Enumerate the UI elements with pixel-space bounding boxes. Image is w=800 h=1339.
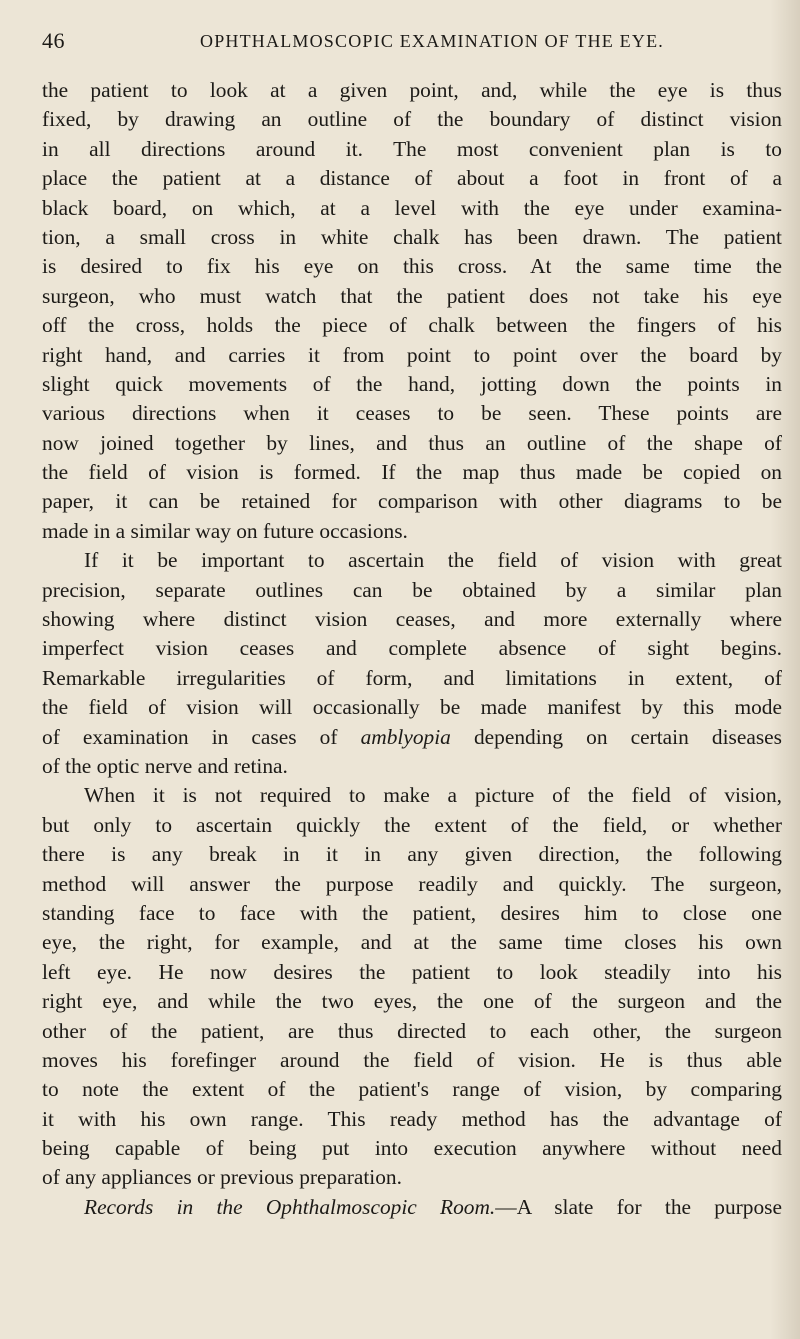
text-line: left eye. He now desires the patient to look steadily into his: [42, 959, 782, 984]
text-line: precision, separate outlines can be obtained by a similar plan: [42, 577, 782, 602]
text-line: of the optic nerve and retina.: [42, 753, 288, 778]
text-line: If it be important to ascertain the field of vision with great: [84, 548, 782, 573]
text-line: imperfect vision ceases and complete absence of sight begins.: [42, 636, 782, 661]
body-text: [42, 76, 782, 1222]
text-line: right hand, and carries it from point to point over the board by: [42, 342, 782, 367]
running-head: [0, 28, 800, 58]
text-line-mixed: [42, 1193, 782, 1222]
text-line: right eye, and while the two eyes, the one of the surgeon and the: [42, 989, 782, 1014]
text-line: paper, it can be retained for comparison with other diagrams to be: [42, 489, 782, 514]
text-line: but only to ascertain quickly the extent of the field, or whether: [42, 812, 782, 837]
text-line: When it is not required to make a picture of the field of vision,: [84, 783, 782, 808]
text-line: to note the extent of the patient's range of vision, by comparing: [42, 1077, 782, 1102]
text-line-mixed: [42, 723, 782, 752]
text-line: method will answer the purpose readily and quickly. The surgeon,: [42, 871, 782, 896]
text-line: in all directions around it. The most convenient plan is to: [42, 136, 782, 161]
text-line: is desired to fix his eye on this cross. At the same time the: [42, 254, 782, 279]
text-line: slight quick movements of the hand, jotting down the points in: [42, 371, 782, 396]
text-line: standing face to face with the patient, desires him to close one: [42, 900, 782, 925]
text-line: black board, on which, at a level with the eye under examina-: [42, 195, 782, 220]
section-heading: Records in the Ophthalmoscopic Room.: [84, 1194, 496, 1219]
text-line: surgeon, who must watch that the patient does not take his eye: [42, 283, 782, 308]
italic-term: amblyopia: [360, 724, 451, 749]
text-line: various directions when it ceases to be seen. These points are: [42, 401, 782, 426]
text-segment: —A slate for the purpose: [495, 1194, 783, 1219]
text-line: it with his own range. This ready method has the advantage of: [42, 1106, 782, 1131]
text-segment: of examination in cases of: [42, 724, 338, 749]
running-title: OPHTHALMOSCOPIC EXAMINATION OF THE EYE.: [200, 31, 664, 51]
page-number: 46: [42, 28, 65, 53]
text-line: being capable of being put into execution anywhere without need: [42, 1136, 782, 1161]
text-line: of any appliances or previous preparation.: [42, 1165, 402, 1190]
text-line: there is any break in it in any given direction, the following: [42, 842, 782, 867]
text-segment: depending on certain diseases: [473, 724, 782, 749]
text-line: fixed, by drawing an outline of the boundary of distinct vision: [42, 107, 782, 132]
text-line: now joined together by lines, and thus an outline of the shape of: [42, 430, 782, 455]
text-line: tion, a small cross in white chalk has been drawn. The patient: [42, 224, 782, 249]
text-line: eye, the right, for example, and at the same time closes his own: [42, 930, 782, 955]
text-line: showing where distinct vision ceases, and more externally where: [42, 607, 782, 632]
text-line: place the patient at a distance of about a foot in front of a: [42, 166, 782, 191]
text-line: made in a similar way on future occasions.: [42, 518, 408, 543]
text-line: moves his forefinger around the field of vision. He is thus able: [42, 1047, 782, 1072]
text-line: the field of vision will occasionally be made manifest by this mode: [42, 695, 782, 720]
text-line: other of the patient, are thus directed to each other, the surgeon: [42, 1018, 782, 1043]
text-line: off the cross, holds the piece of chalk between the fingers of his: [42, 313, 782, 338]
text-line: the patient to look at a given point, and, while the eye is thus: [42, 78, 782, 102]
text-line: the field of vision is formed. If the map thus made be copied on: [42, 460, 782, 485]
text-line: Remarkable irregularities of form, and limitations in extent, of: [42, 665, 782, 690]
